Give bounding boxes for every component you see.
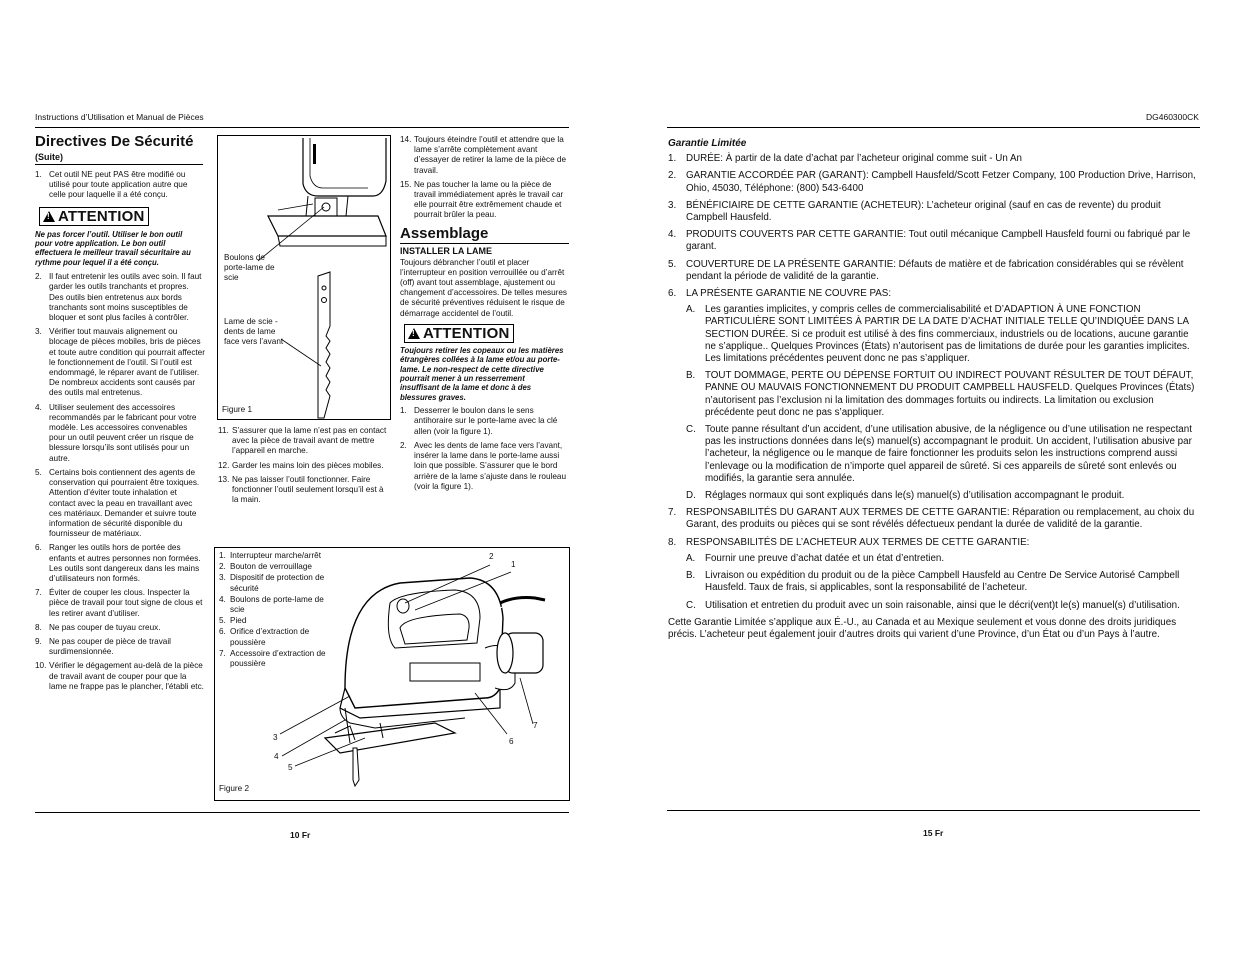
list-item: 13. Ne pas laisser l’outil fonctionner. Faire fonctionner l’outil seulement lorsqu’il est à la main. bbox=[218, 474, 384, 505]
list-item: 3. Vérifier tout mauvais alignement ou blocage de pièces mobiles, bris de pièces et toute autre condition qui pourrait affecter le fonctionnement de l’outil. Si l’outil est endommagé, le réparer avant de l’utiliser. De nombreux accidents sont causés par des outils mal entretenus. bbox=[35, 327, 205, 398]
list-item: 2. Bouton de verrouillage bbox=[219, 562, 312, 572]
callout-4: 4 bbox=[274, 752, 279, 761]
list-item: 1. DURÉE: À partir de la date d’achat par l’acheteur original comme suit - Un An bbox=[668, 153, 1022, 165]
attention-badge: ! ATTENTION bbox=[39, 207, 149, 226]
assembly-text: Toujours débrancher l’outil et placer l’interrupteur en position verrouillée ou d’arrêt (off) avant tout assemblage, ajustement ou changement d’accessoires. De telles mesures de sécurité préventives réduisent le risque de démarrage accidentel de l’outil. bbox=[400, 257, 568, 318]
safety-list-top bbox=[35, 170, 203, 201]
list-item: 2. Il faut entretenir les outils avec soin. Il faut garder les outils tranchants et propres. Des outils bien entretenus aux bords tranchants sont moins susceptibles de bloquer et sont plus faciles à contrôler. bbox=[35, 272, 202, 323]
list-item: 1. Cet outil NE peut PAS être modifié ou utilisé pour toute application autre que celle pour laquelle il a été conçu. bbox=[35, 170, 188, 200]
list-item: 4. PRODUITS COUVERTS PAR CETTE GARANTIE: Tout outil mécanique Campbell Hausfeld fourni ou fabriqué par le garant. bbox=[668, 229, 1191, 253]
safety-title: Directives De Sécurité bbox=[35, 133, 194, 150]
sub-item: A. Fournir une preuve d’achat datée et un état d’entretien. bbox=[686, 552, 945, 564]
callout-3: 3 bbox=[273, 733, 278, 742]
figure-1 bbox=[217, 135, 391, 420]
callout-7: 7 bbox=[533, 721, 538, 730]
sub-item: C. Toute panne résultant d’un accident, d’une utilisation abusive, de la négligence ou d’une utilisation ne respectant pas les instructions données dans le(s) manuel(s) accompagnant le produit. Un accident, l’utilisation abusive par l’acheteur, la négligence ou le manque de faire fonctionner les produits selon les instructions comprend aussi l’enlevage ou la modification de n’importe quel appareil de sûreté. Si ces appareils de sûreté sont enlevés ou modifiés, la garantie sera annulée. bbox=[686, 424, 1192, 484]
sub-item: A. Les garanties implicites, y compris celles de commercialisabilité et D’ADAPTION À UNE FONCTION PARTICULIÈRE SONT LIMITÉES À PARTIR DE LA DATE D’ACHAT INITIALE TELLE QU’INDIQUÉE DANS LA SECTION DURÉE. Si ce produit est utilisé à des fins commerciaux, industriels ou de locations, aucune garantie ne s’applique.. Quelques Provinces (États) n’autorisent pas de limitations de durée pour les garanties implicites. Les limitations précédentes peuvent donc ne pas s’appliquer. bbox=[686, 304, 1190, 365]
left-page-number: 10 Fr bbox=[290, 830, 311, 840]
list-item: 10. Vérifier le dégagement au-delà de la pièce de travail avant de couper pour que la lame ne frappe pas le plancher, l'établi etc. bbox=[35, 661, 204, 691]
list-item: 6. LA PRÉSENTE GARANTIE NE COUVRE PAS: A. Les garanties implicites, y compris celles de commercialisabilité et D’ADAPTION À UNE FONCTION PARTICULIÈRE SONT LIMITÉES À PARTIR DE LA DATE D’ACHAT INITIALE TELLE QU’INDIQUÉE DANS LA SECTION DURÉE. Si ce produit est utilisé à des fins commerciaux, industriels ou de locations, aucune garantie ne s’applique.. Quelques Provinces (États) n’autorisent pas de limitations de durée pour les garanties implicites. Les limitations précédentes peuvent donc ne pas s’appliquer. B. TOUT DOMMAGE, PERTE OU DÉPENSE FORTUIT OU INDIRECT POUVANT RÉSULTER DE TOUT DÉFAUT, PANNE OU MAUVAIS FONCTIONNEMENT DU PRODUIT CAMPBELL HAUSFELD. Quelques Provinces (États) n’autorisent pas l’exclusion ni la limitation des dommages fortuits ou indirects. La limitation ou exclusion précédente peut donc ne pas s’appliquer. C. Toute panne résultant d’un accident, d’une utilisation abusive, de la négligence ou d’une utilisation ne respectant pas les instructions données dans le(s) manuel(s) accompagnant le produit. Un accident, l’utilisation abusive par l’acheteur, la négligence ou le manque de faire fonctionner les produits selon les instructions comprend aussi l’enlevage ou la modification de n’importe quel appareil de sûreté. Si ces appareils de sûreté sont enlevés ou modifiés, la garantie sera annulée. D. Réglages normaux qui sont expliqués dans le(s) manuel(s) d’utilisation accompagnant le produit. bbox=[668, 288, 1200, 502]
right-header-rule bbox=[667, 127, 1200, 128]
list-item: 8. Ne pas couper de tuyau creux. bbox=[35, 622, 161, 632]
safety-list-end bbox=[400, 135, 569, 221]
right-page-number: 15 Fr bbox=[923, 828, 944, 838]
list-item: 3. Dispositif de protection de sécurité bbox=[219, 573, 325, 593]
assembly-title: Assemblage bbox=[400, 224, 489, 242]
warranty-list bbox=[668, 153, 1200, 612]
list-item: 5. Certains bois contiennent des agents de conservation qui pourraient être toxiques. Attention d’éviter toute inhalation et contact avec la peau en travaillant avec ces matériaux. Demander et suivre toute information de sécurité disponible du fournisseur de matériaux. bbox=[35, 467, 200, 539]
list-item: 4. Boulons de porte-lame de scie bbox=[219, 594, 324, 615]
figure-1-label-blade: Lame de scie - dents de lame face vers l’avant bbox=[224, 317, 284, 347]
warranty-section bbox=[668, 138, 1200, 641]
jigsaw-drawing bbox=[215, 548, 569, 800]
figure-1-caption: Figure 1 bbox=[222, 405, 253, 414]
list-item: 7. Éviter de couper les clous. Inspecter la pièce de travail pour tout signe de clous et les retirer avant d’utiliser. bbox=[35, 588, 203, 618]
figure-2 bbox=[214, 547, 570, 801]
title-rule bbox=[35, 164, 203, 165]
list-item: 14. Toujours éteindre l’outil et attendre que la lame s’arrête complètement avant d’essayer de retirer la lame de la pièce de travail. bbox=[400, 135, 567, 175]
warning-text: Ne pas forcer l’outil. Utiliser le bon outil pour votre application. Le bon outil effectuera le meilleur travail sécuritaire au rythme pour lequel il a été conçu. bbox=[35, 229, 191, 267]
sub-item: C. Utilisation et entretien du produit avec un soin raisonable, ainsi que le décri(vent)t le(s) manuel(s) d’utilisation. bbox=[686, 599, 1180, 611]
assembly-steps bbox=[400, 406, 569, 492]
list-item: 2. GARANTIE ACCORDÉE PAR (GARANT): Campbell Hausfeld/Scott Fetzer Company, 100 Production Drive, Harrison, Ohio, 45030, Téléphone: (800) 543-6400 bbox=[668, 170, 1196, 194]
warranty-closing: Cette Garantie Limitée s’applique aux É.-U., au Canada et au Mexique seulement et vous donne des droits juridiques précis. L’acheteur peut également jouir d’autres droits qui varient d’une Province, d’un État ou d’un Pays à l’autre. bbox=[668, 616, 1177, 640]
list-item: 5. COUVERTURE DE LA PRÉSENTE GARANTIE: Défauts de matière et de fabrication considérables qui se révèlent pendant la période de validité de la garantie. bbox=[668, 258, 1184, 282]
safety-list-continued bbox=[218, 426, 390, 509]
list-item: 9. Ne pas couper de pièce de travail surdimensionnée. bbox=[35, 636, 171, 657]
callout-1: 1 bbox=[511, 560, 516, 569]
list-item: 1. Interrupteur marche/arrêt bbox=[219, 551, 322, 560]
list-item: 5. Pied bbox=[219, 616, 247, 626]
attention-badge-2: ! ATTENTION bbox=[404, 324, 514, 343]
list-item: 7. Accessoire d’extraction de poussière bbox=[219, 648, 326, 669]
assembly-subtitle: INSTALLER LA LAME bbox=[400, 245, 492, 256]
callout-6: 6 bbox=[509, 737, 514, 746]
sub-item: B. Livraison ou expédition du produit ou de la pièce Campbell Hausfeld au Centre De Service Autorisé Campbell Hausfeld. Taux de frais, si applicables, sont la responsabilité de l’acheteur. bbox=[686, 570, 1180, 594]
warning-icon bbox=[43, 211, 55, 222]
safety-column bbox=[35, 133, 205, 696]
sub-item: B. TOUT DOMMAGE, PERTE OU DÉPENSE FORTUIT OU INDIRECT POUVANT RÉSULTER DE TOUT DÉFAUT, PANNE OU MAUVAIS FONCTIONNEMENT DU PRODUIT CAMPBELL HAUSFELD. Quelques Provinces (États) n’autorisent pas l’exclusion ni la limitation des dommages fortuits ou indirects. La limitation ou exclusion précédente peut donc ne pas s’appliquer. bbox=[686, 370, 1195, 418]
list-item: 1. Desserrer le boulon dans le sens antihoraire sur le porte-lame avec la clé allen (voir la figure 1). bbox=[400, 406, 558, 436]
list-item: 15. Ne pas toucher la lame ou la pièce de travail immédiatement après le travail car elle pourrait être extrêmement chaude et pourrait brûler la peau. bbox=[400, 179, 564, 220]
exclusions-list bbox=[686, 304, 1200, 502]
list-item: 6. Ranger les outils hors de portée des enfants et autres personnes non formées. Les outils sont dangereux dans les mains d’utilisateurs non formés. bbox=[35, 543, 201, 583]
list-item: 7. RESPONSABILITÉS DU GARANT AUX TERMES DE CETTE GARANTIE: Réparation ou remplacement, au choix du Garant, des produits ou pièces qui se sont révélés défectueux pendant la durée de validité de la garantie. bbox=[668, 507, 1195, 531]
list-item: 11. S’assurer que la lame n’est pas en contact avec la pièce de travail avant de mettre l’appareil en marche. bbox=[218, 426, 387, 456]
sub-item: D. Réglages normaux qui sont expliqués dans le(s) manuel(s) d’utilisation accompagnant le produit. bbox=[686, 490, 1125, 502]
list-item: 2. Avec les dents de lame face vers l’avant, insérer la lame dans le porte-lame aussi loin que possible. S’assurer que le bord arrière de la lame s’ajuste dans le rouleau (voir la figure 1). bbox=[400, 440, 567, 491]
left-header: Instructions d’Utilisation et Manual de Pièces bbox=[35, 112, 204, 122]
list-item: 3. BÉNÉFICIAIRE DE CETTE GARANTIE (ACHETEUR): L’acheteur original (sauf en cas de revente) du produit Campbell Hausfeld. bbox=[668, 199, 1161, 224]
right-footer-rule bbox=[667, 810, 1200, 811]
callout-5: 5 bbox=[288, 763, 293, 772]
left-footer-rule bbox=[35, 812, 569, 813]
assembly-rule bbox=[400, 243, 569, 244]
safety-subtitle: (Suite) bbox=[35, 152, 63, 162]
list-item: 4. Utiliser seulement des accessoires recommandés par le fabricant pour votre modèle. Les accessoires convenables pour un outil peuvent créer un risque de blessure lorsqu’ils sont utilisés pour un autre. bbox=[35, 402, 197, 463]
list-item: 8. RESPONSABILITÉS DE L’ACHETEUR AUX TERMES DE CETTE GARANTIE: A. Fournir une preuve d’achat datée et un état d’entretien. B. Livraison ou expédition du produit ou de la pièce Campbell Hausfeld au Centre De Service Autorisé Campbell Hausfeld. Taux de frais, si applicables, sont la responsabilité de l’acheteur. C. Utilisation et entretien du produit avec un soin raisonable, ainsi que le décri(vent)t le(s) manuel(s) d’utilisation. bbox=[668, 537, 1200, 612]
right-header: DG460300CK bbox=[1146, 112, 1199, 122]
callout-2: 2 bbox=[489, 552, 494, 561]
safety-list bbox=[35, 272, 205, 692]
buyer-responsibilities-list bbox=[686, 553, 1200, 612]
assembly-column bbox=[400, 135, 569, 496]
warning-icon bbox=[408, 328, 420, 339]
figure-2-caption: Figure 2 bbox=[219, 784, 250, 793]
figure-1-label-clamp: Boulons de porte-lame de scie bbox=[224, 253, 275, 283]
list-item: 12. Garder les mains loin des pièces mobiles. bbox=[218, 460, 384, 470]
warning-text-2: Toujours retirer les copeaux ou les matières étrangères collées à la lame et/ou au porte-lame. Le non-respect de cette directive pourrait mener à un resserrement insuffisant de la lame et donc à des blessures graves. bbox=[400, 345, 564, 402]
warranty-title: Garantie Limitée bbox=[668, 138, 747, 149]
left-header-rule bbox=[35, 127, 569, 128]
list-item: 6. Orifice d’extraction de poussière bbox=[219, 627, 310, 647]
